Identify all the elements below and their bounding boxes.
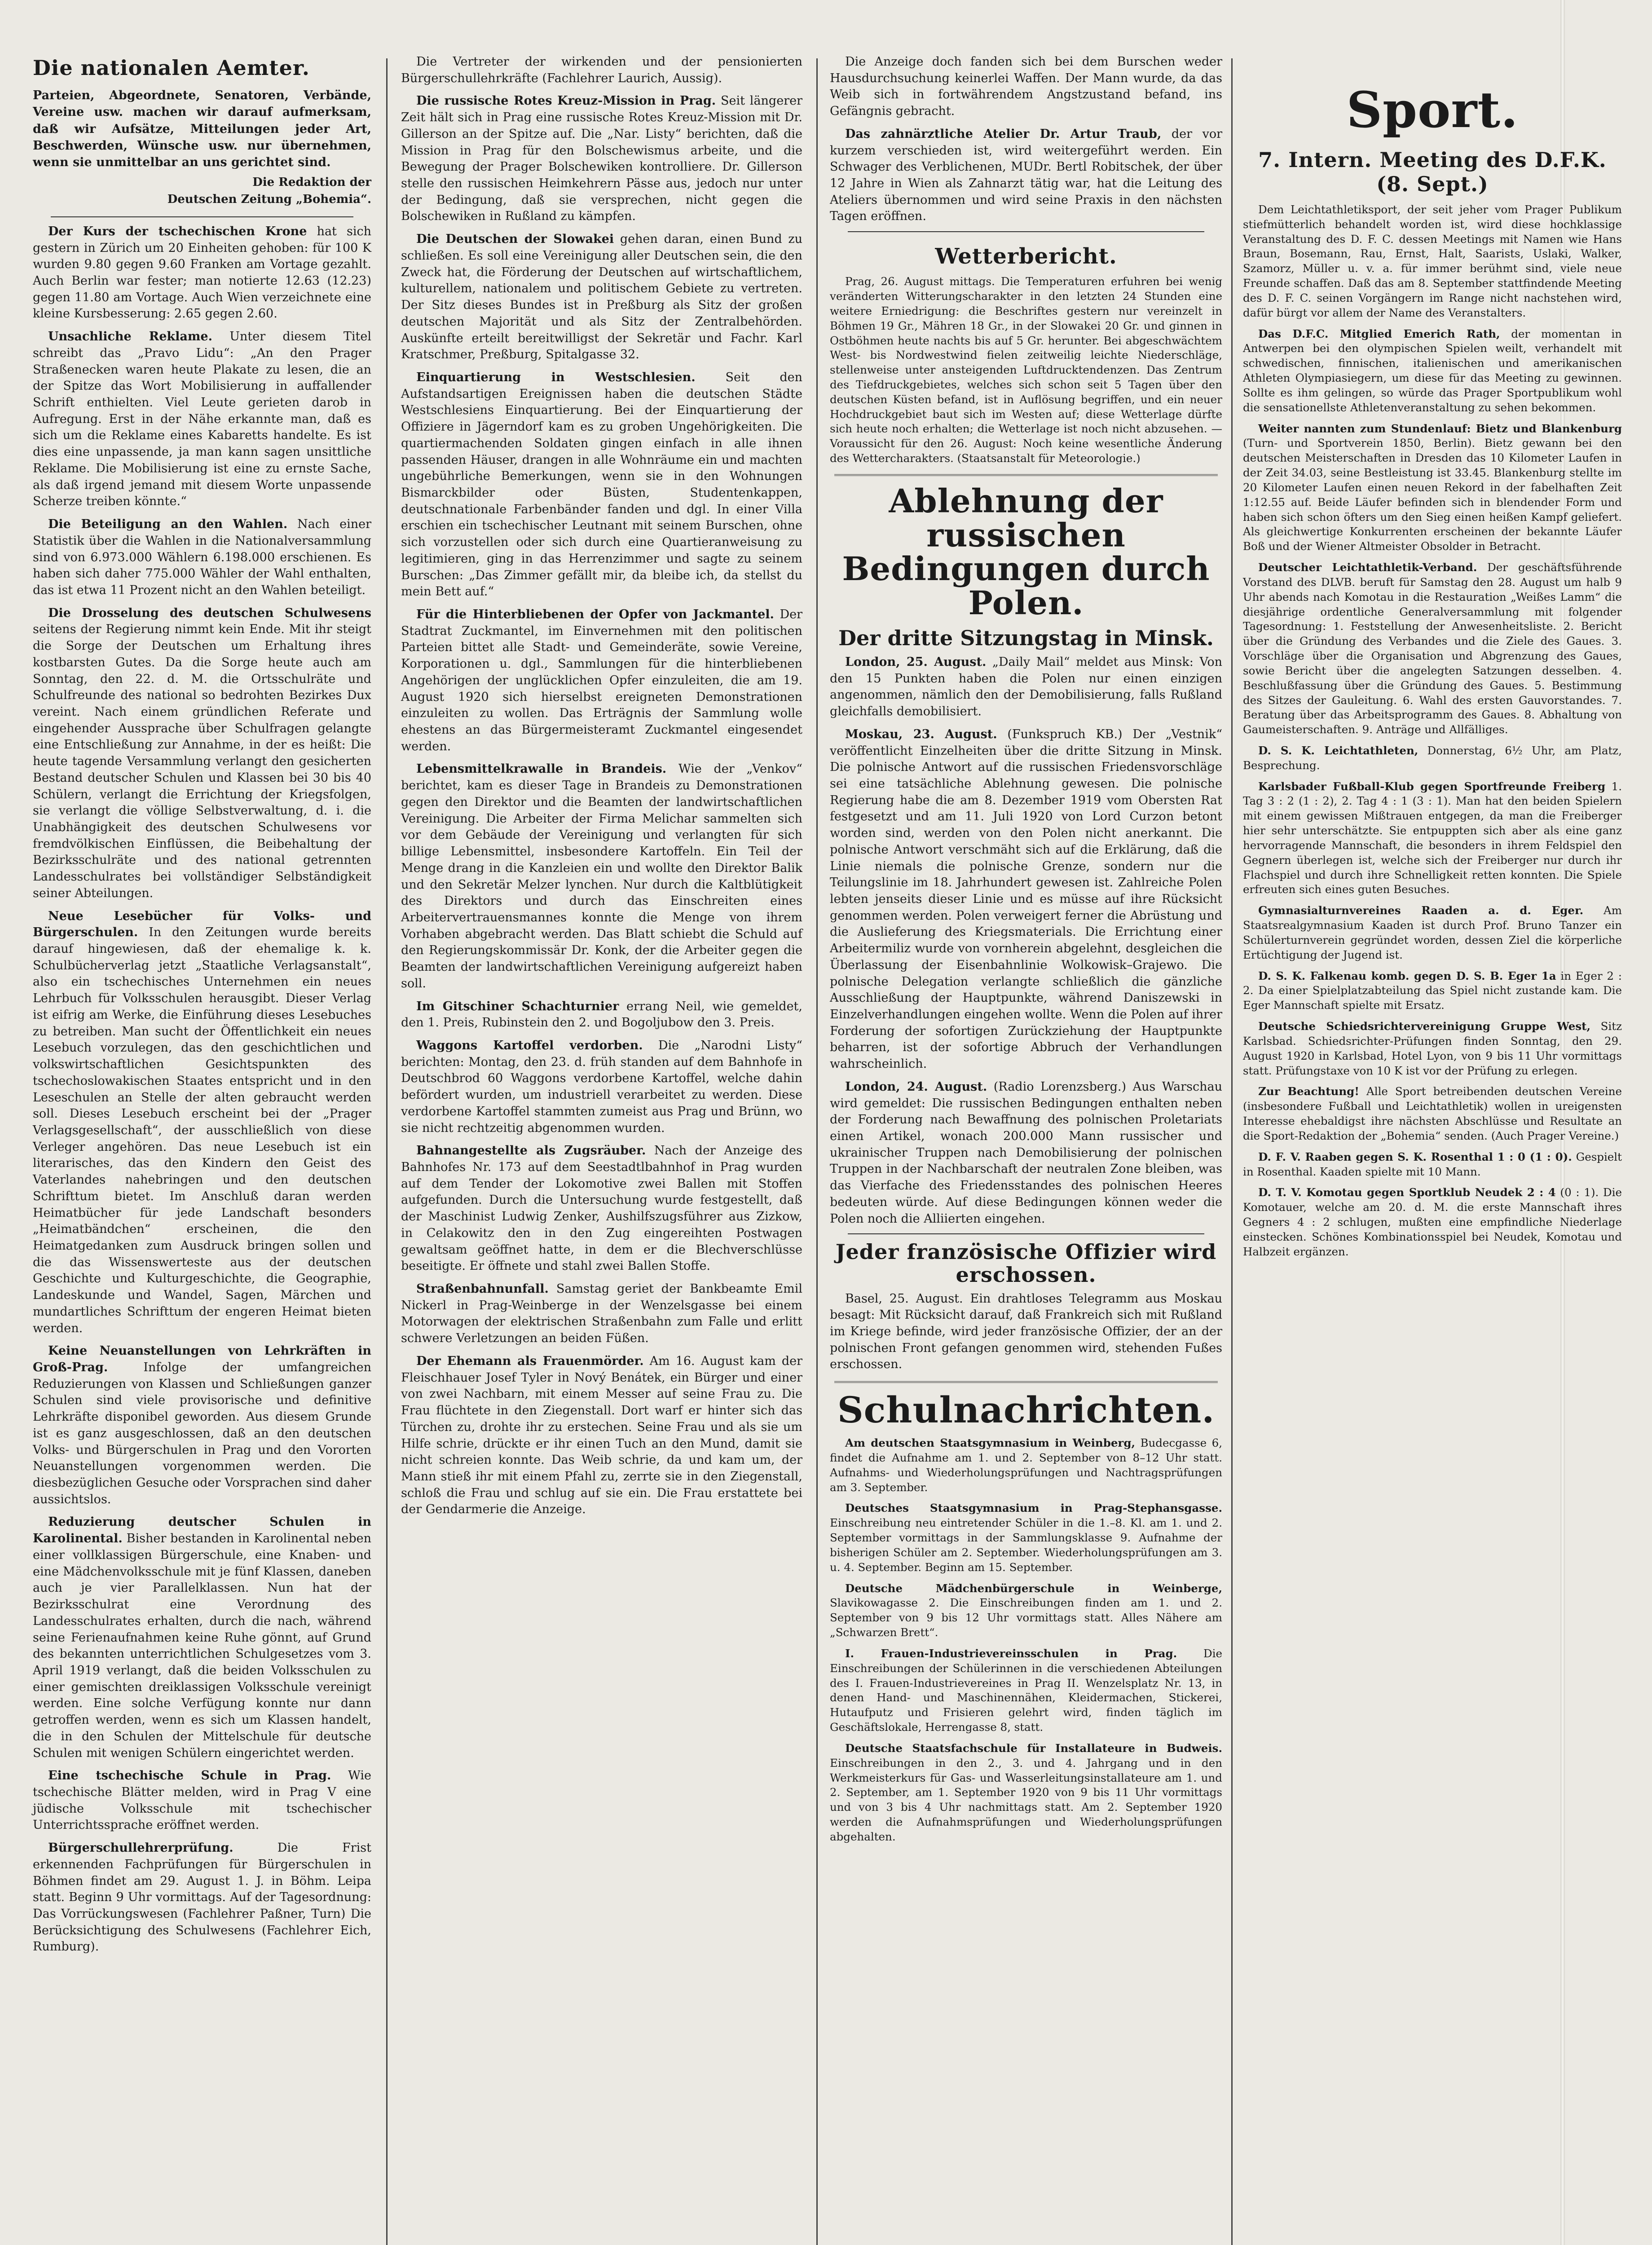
article-paragraph (830, 1646, 1222, 1735)
article-text: Die Vertreter der wirkenden und der pensionierten Bürgerschullehrkräfte (Fachlehrer Laurich, Aussig). (401, 55, 802, 85)
article-paragraph (1243, 969, 1622, 1013)
sport-headline: Sport. (1346, 81, 1519, 139)
article-text: Die Frist erkennenden Fachprüfungen für Bürgerschulen in Böhmen findet am 29. August 1. J. in Böhm. Leipa statt. Beginn 9 Uhr vormittags. Auf der Tagesordnung: Das Vorrückungswesen (Fachlehrer Paßner, Turn) Die Berücksichtigung des Schulwesens (Fachlehrer Eich, Rumburg). (33, 1841, 371, 1954)
article-text: (Radio Lorenzsberg.) Aus Warschau wird gemeldet: Die russischen Bedingungen enthalten neben der Forderung nach Bewaffnung des polnischen Proletariats einen Artikel, wonach 200.000 Mann russischer und ukrainischer Truppen nach Demobilisierung der polnischen Truppen in der Nachbarschaft der neutralen Zone bleiben, was das Vierfache des Friedensstandes des polnischen Heeres bedeuten würde. Auf diese Bedingungen können weder die Polen noch die Alliierten eingehen. (830, 1079, 1222, 1226)
article-lead: London, 24. August. (845, 1079, 987, 1094)
article-paragraph (401, 761, 802, 992)
officer-headline: Jeder französische Offizier wird erschossen. (835, 1240, 1217, 1287)
article-lead: Bahnangestellte als Zugsräuber. (416, 1144, 646, 1158)
article-paragraph (401, 999, 802, 1031)
weather-heading: Wetterbericht. (935, 244, 1117, 269)
article-text: Am Staatsrealgymnasium Kaaden ist durch Prof. Bruno Tanzer ein Schülerturnverein gegründet worden, dessen Ziel die körperliche Ertüchtigung der Jugend ist. (1243, 904, 1622, 961)
article-text: Infolge der umfangreichen Reduzierungen von Klassen und Schließungen ganzer Schulen sind viele provisorische und definitive Lehrkräfte disponibel geworden. Aus diesem Grunde ist es ganz ausgeschlossen, daß an den deutschen Volks- und Bürgerschulen in Prag und den Vororten Neuanstellungen vorgenommen werden. Die diesbezüglichen Gesuche oder Vorsprachen sind daher aussichtslos. (33, 1360, 371, 1506)
article-paragraph (1243, 903, 1622, 962)
article-lead: Deutscher Leichtathletik-Verband. (1258, 561, 1477, 574)
article-paragraph (830, 54, 1222, 120)
article-text: Die „Narodni Listy“ berichten: Montag, den 23. d. früh standen auf dem Bahnhofe in Deutschbrod 60 Waggons verdorbene Kartoffel, welche dahin befördert wurden, um industriell verarbeitet zu werden. Diese verdorbene Kartoffel stammten zumeist aus Prag und Brünn, wo sie nicht rechtzeitig abgenommen wurden. (401, 1038, 802, 1135)
column-4 (1235, 54, 1630, 2245)
divider (51, 216, 353, 217)
column-2 (393, 54, 811, 2245)
article-lead: D. S. K. Falkenau komb. gegen D. S. B. Eger 1a (1258, 969, 1556, 982)
article-paragraph (830, 726, 1222, 1073)
article-lead: Neue Lesebücher für Volks- und Bürgerschulen. (33, 909, 371, 940)
column-1 (25, 54, 379, 2245)
article-text: errang Neil, wie gemeldet, den 1. Preis, Rubinstein den 2. und Bogoljubow den 3. Preis. (401, 999, 802, 1030)
article-lead: Weiter nannten zum Stundenlauf: Bietz und Blankenburg (1258, 422, 1622, 435)
article-lead: London, 25. August. (845, 655, 987, 669)
article-text: Slavikowagasse 2. Die Einschreibungen finden am 1. und 2. September von 9 bis 12 Uhr vormittags statt. Alles Nähere am „Schwarzen Brett“. (830, 1596, 1222, 1639)
article-paragraph (401, 370, 802, 600)
article-text: Bisher bestanden in Karolinental neben einer vollklassigen Bürgerschule, eine Knaben- und eine Mädchenvolksschule mit je fünf Klassen, daneben auch je vier Parallelklassen. Nun hat der Bezirksschulrat eine Verordnung des Landesschulrates erhalten, durch die nach, während seine Ferienaufnahmen keine Ruhe gönnt, auf Grund des bekannten unterrichtlichen Schulgesetzes vom 3. April 1919 verlangt, daß die beiden Volksschulen zu einer gemischten dreiklassigen Volksschule vereinigt werden. Eine solche Verfügung konnte nur dann getroffen werden, wenn es sich um Klassen handelt, die in den Schulen der Mittelschule für deutsche Schulen mit wenigen Schülern eingerichtet werden. (33, 1532, 371, 1760)
article-paragraph (830, 1079, 1222, 1227)
article-lead: Die Drosselung des deutschen Schulwesens (48, 606, 371, 620)
article-text: (Funkspruch KB.) Der „Vestnik“ veröffentlicht Einzelheiten über die dritte Sitzung in Minsk. Die polnische Antwort auf die russischen Friedensvorschläge sei eine tatsächliche Ablehnung gewesen. Die polnische Regierung habe die am 8. Dezember 1919 vom Obersten Rat festgesetzt und am 11. Juli 1920 von Lord Curzon betont worden sind, werden von den Polen nicht anerkannt. Die polnische Antwort verschmäht sich auf die Erklärung, daß die Linie niemals die polnische Grenze, sondern nur die Teilungslinie im 18. Jahrhundert gewesen ist. Zahlreiche Polen lebten jenseits dieser Linie und es müsse auf ihre Rücksicht genommen werden. Polen verweigert ferner die Abrüstung und die Auslieferung des Kriegsmaterials. Die Errichtung einer Arbeitermiliz wurde von vornherein abgelehnt, desgleichen die Überlassung der Eisenbahnlinie Wolkowisk–Grajewo. Die polnische Delegation verlangte schließlich die gänzliche Ausschließung der Hauptpunkte, während Daniszewski in Einzelverhandlungen eingehen wollte. Wenn die Polen auf ihrer Forderung der sofortigen Zurückziehung der Hauptpunkte beharren, ist der sofortige Abbruch der Verhandlungen wahrscheinlich. (830, 727, 1222, 1071)
article-lead: Der Kurs der tschechischen Krone (48, 224, 307, 238)
article-text: In den Zeitungen wurde bereits darauf hingewiesen, daß der ehemalige k. k. Schulbücherverlag jetzt „Staatliche Verlagsanstalt“, also ein tschechisches Unternehmen ein neues Lehrbuch für Volksschulen herausgibt. Dieser Verlag ist eifrig am Werke, die Einführung dieses Lesebuches zu betreiben. Man sucht der Öffentlichkeit ein neues Lesebuch vorzulegen, das den geschichtlichen und volkswirtschaftlichen Gesichtspunkten des tschechoslowakischen Staates entspricht und in den Leseschulen an Stelle der alten gebraucht werden soll. Dieses Lesebuch erscheint bei der „Prager Verlagsgesellschaft“, der ausschließlich von diese Verleger angehören. Das neue Lesebuch ist ein literarisches, das den Kindern den Geist des Vaterlandes nahebringen und den deutschen Schrifttum bietet. Im Anschluß daran werden Heimatbücher für jede Landschaft besonders „Heimatbändchen“ erscheinen, die den Heimatgedanken zum Ausdruck bringen sollen und die das Wissenswerteste aus der deutschen Geschichte und Kulturgeschichte, die Geographie, Landeskunde und Wandel, Sagen, Märchen und mundartliches Schrifttum der engeren Heimat bieten werden. (33, 925, 371, 1335)
article-paragraph (1243, 779, 1622, 898)
article-lead: Bürgerschullehrerprüfung. (48, 1841, 233, 1855)
editorial-notice: Parteien, Abgeordnete, Senatoren, Verbände, Vereine usw. machen wir darauf aufmerksam, daß wir Aufsätze, Mitteilungen jeder Art, Beschwerden, Wünsche usw. nur übernehmen, wenn sie unmittelbar an uns gerichtet sind. (33, 88, 371, 169)
article-text: Samstag geriet der Bankbeamte Emil Nickerl in Prag-Weinberge in der Wenzelsgasse bei einem Motorwagen der elektrischen Straßenbahn zum Falle und erlitt schwere Verletzungen an beiden Füßen. (401, 1282, 802, 1346)
article-paragraph (401, 54, 802, 87)
article-lead: Im Gitschiner Schachturnier (416, 999, 619, 1013)
article-paragraph (1243, 202, 1622, 321)
article-paragraph (1243, 422, 1622, 554)
column-3 (822, 54, 1230, 2245)
article-lead: Das D.F.C. Mitglied Emerich Rath, (1258, 327, 1500, 340)
article-paragraph (1243, 1185, 1622, 1259)
weather-report: Prag, 26. August mittags. Die Temperaturen erfuhren bei wenig veränderten Witterungscharakter in den letzten 24 Stunden eine weitere Erniedrigung: die Beschriftes gestern nur vereinzelt in Böhmen 19 Gr., Mähren 18 Gr., in der Slowakei 20 Gr. und ginnen in Ostböhmen heute nachts bis auf 5 Gr. herunter. Bei abgeschwächtem West- bis Nordwestwind fielen zeitweilig leichte Niederschläge, stellenweise unter ansteigenden Luftdrucktendenzen. Das Zentrum des Tiefdruckgebietes, welches sich schon seit 5 Tagen über den deutschen Küsten befand, ist in Auflösung begriffen, und ein neuer Hochdruckgebiet baut sich im Westen auf; diese Wetterlage dürfte sich heute noch erhalten; die Wetterlage ist noch nicht abzusehen. — Voraussicht für den 26. August: Noch keine wesentliche Änderung des Wettercharakters. (Staatsanstalt für Meteorologie.) (830, 275, 1222, 465)
article-lead: D. T. V. Komotau gegen Sportklub Neudek 2 : 4 (1258, 1186, 1556, 1199)
article-text: Wie tschechische Blätter melden, wird in Prag V eine jüdische Volksschule mit tschechischer Unterrichtssprache eröffnet werden. (33, 1769, 371, 1832)
article-paragraph (33, 516, 371, 599)
article-lead: Für die Hinterbliebenen der Opfer von Jackmantel. (416, 607, 774, 621)
article-text: gehen daran, einen Bund zu schließen. Es soll eine Vereinigung aller Deutschen sein, die den Zweck hat, die Förderung der Deutschen auf wirtschaftlichem, kulturellem, nationalem und politischem Gebiete zu vertreten. Der Sitz dieses Bundes ist in Preßburg als Sitz der großen deutschen Majorität und als Sitz der Zentralbehörden. Auskünfte erteilt bereitwilligst der Sekretär und Fachr. Karl Kratschmer, Preßburg, Spitalgasse 32. (401, 232, 802, 362)
article-text: der vor kurzem verschieden ist, wird weitergeführt werden. Ein Schwager des Verblichenen, MUDr. Bertl Robitschek, der über 12 Jahre in Wien als Zahnarzt tätig war, hat die Leitung des Ateliers übernommen und wird seine Praxis in den nächsten Tagen eröffnen. (830, 127, 1223, 224)
article-lead: Straßenbahnunfall. (416, 1282, 549, 1296)
article-paragraph (830, 1741, 1222, 1844)
signature-line-2: Deutschen Zeitung „Bohemia“. (167, 193, 371, 207)
article-lead: Gymnasialturnvereines Raaden a. d. Eger. (1258, 904, 1584, 917)
article-text: (0 : 1). Die Komotauer, welche am 20. d. M. die erste Mannschaft ihres Gegners 4 : 2 schlugen, mußten eine empfindliche Niederlage einstecken. Schönes Kombinationsspiel bei Neudek, Komotau und Halbzeit ergänzen. (1243, 1186, 1622, 1258)
article-text: Wie der „Venkov“ berichtet, kam es dieser Tage in Brandeis zu Demonstrationen gegen den Direktor und die Beamten der landwirtschaftlichen Vereinigung. Die Arbeiter der Firma Melichar sammelten sich vor dem Gebäude der Vereinigung und verlangten für sich billige Lebensmittel, insbesondere Kartoffeln. Ein Teil der Menge drang in die Kanzleien ein und wollte den Direktor Balik und den Sekretär Melzer lynchen. Nur durch die Kaltblütigkeit des Direktors und durch das Einschreiten eines Arbeitervertrauensmannes konnte die Menge von ihrem Vorhaben abgebracht werden. Das Blatt schiebt die Schuld auf den Regierungskommissär Dr. Konk, der die Arbeiter gegen die Beamten der landwirtschaftlichen Vereinigung aufgereizt haben soll. (401, 762, 802, 990)
article-text: Budecgasse 6, findet die Aufnahme am 1. und 2. September von 8–12 Uhr statt. Aufnahms- und Wiederholungsprüfungen und Nachtragsprüfungen am 3. September. (830, 1436, 1223, 1494)
article-lead: Waggons Kartoffel verdorben. (416, 1038, 643, 1052)
article-text: Einschreibungen in den 2., 3. und 4. Jahrgang und in den Werkmeisterkurs für Gas- und Wasserleitungsinstallateure am 1. und 2. September, am 1. September 1920 von 9 bis 11 Uhr vormittags und von 3 bis 4 Uhr nachmittags statt. Am 2. September 1920 werden die Aufnahmsprüfungen und Wiederholungsprüfungen abgehalten. (830, 1756, 1222, 1843)
article-lead: Karlsbader Fußball-Klub gegen Sportfreunde Freiberg (1258, 779, 1606, 793)
refusal-subheadline: Der dritte Sitzungstag in Minsk. (838, 626, 1214, 651)
article-text: Einschreibung neu eintretender Schüler in die 1.–8. Kl. am 1. und 2. September vormittags in der Sammlungsklasse 9. Aufnahme der bisherigen Schüler am 2. September. Wiederholungsprüfungen am 3. u. 4. September. Beginn am 15. September. (830, 1516, 1222, 1574)
article-lead: Eine tschechische Schule in Prag. (48, 1769, 331, 1783)
article-lead: Moskau, 23. August. (845, 727, 997, 741)
article-text: Am 16. August kam der Fleischhauer Josef Tyler in Nový Benátek, ein Bürger und einer von zwei Nachbarn, mit einem Messer auf seine Frau zu. Die Frau flüchtete in den Ziegenstall. Dort warf er hinter sich das Türchen zu, drohte ihr zu erstechen. Seine Frau und als sie um Hilfe schrie, drückte er ihr einen Tuch an den Mund, damit sie nicht schreien konnte. Das Weib schrie, da und kam um, der Mann stieß ihr mit einem Pfahl zu, zerrte sie in den Ziegenstall, schloß die Frau und schlug auf sie ein. Die Frau erstattete bei der Gendarmerie die Anzeige. (401, 1354, 802, 1517)
article-paragraph (401, 1353, 802, 1518)
school-articles (830, 1436, 1222, 1844)
article-lead: Unsachliche Reklame. (48, 330, 212, 344)
article-lead: Der Ehemann als Frauenmörder. (416, 1354, 644, 1368)
article-text: Der geschäftsführende Vorstand des DLVB. beruft für Samstag den 28. August um halb 9 Uhr abends nach Komotau in die Restauration „Weißes Lamm“ die diesjährige ordentliche Generalversammlung mit folgender Tagesordnung: 1. Feststellung der Anwesenheitsliste. 2. Bericht über die Gründung des Verbandes und die Ziele des Gaues. 3. Vorschläge über die Organisation und Abgrenzung des Gaues, sowie Bericht über die angelegten Satzungen desselben. 4. Beschlußfassung über die Gründung des Gaues. 5. Bestimmung des Sitzes der Gauleitung. 6. Wahl des ersten Gauvorstandes. 7. Beratung über das Arbeitsprogramm des Gaues. 8. Abhaltung von Gaumeisterschaften. 9. Anträge und Allfälliges. (1243, 561, 1622, 736)
article-text: in Eger 2 : 2. Da einer Spielplatzabteilung das Spiel nicht zustande kam. Die Eger Mannschaft spielte mit Ersatz. (1243, 969, 1622, 1012)
divider (848, 1233, 1204, 1234)
article-paragraph (33, 908, 371, 1337)
divider (834, 1381, 1218, 1383)
article-text: Nach der Anzeige des Bahnhofes Nr. 173 auf dem Seestadtlbahnhof in Prag wurden auf dem Tender der Lokomotive zwei Ballen mit Stoffen aufgefunden. Durch die Untersuchung wurde festgestellt, daß der Maschinist Ludwig Zenker, Aushilfszugsführer aus Zizkow, in Celakowitz den in den Zug eingereihten Postwagen gewaltsam geöffnet hatte, in dem er die Blechverschlüsse beseitigte. Er öffnete und stahl zwei Ballen Stoffe. (401, 1144, 803, 1273)
article-text: Seit den Aufstandsartigen Ereignissen haben die deutschen Städte Westschlesiens Einquartierung. Bei der Einquartierung der Offiziere in Jägerndorf kam es zu groben Ungehörigkeiten. Die quartiermachenden Soldaten gingen einfach in alle ihnen passenden Häuser, drangen in alle Wohnräume ein und machten ungebührliche Bemerkungen, wenn sie in den Wohnungen Bismarckbilder oder Büsten, Studentenkappen, deutschnationale Farbenbänder fanden und dgl. In einer Villa erschien ein tschechischer Leutnant mit seinem Burschen, ohne sich vorzustellen oder sich durch eine Quartieranweisung zu legitimieren, ging in das Herrenzimmer und sagte zu seinem Burschen: „Das Zimmer gefällt mir, da bleibe ich, da stellst du mein Bett auf.“ (401, 370, 802, 599)
article-paragraph (401, 1281, 802, 1347)
article-text: seitens der Regierung nimmt kein Ende. Mit ihr steigt die Sorge der Deutschen um Erhaltung ihres kostbarsten Gutes. Da die Sorge heute auch am Sonntag, den 22. d. M. die Ortsschulräte und Schulfreunde des national so bedrohten Bezirkes Dux vereint. Nach einem gründlichen Referate und eingehender Aussprache über Schulfragen gelangte eine Entschließung zur Annahme, in der es heißt: Die heute tagende Versammlung verlangt den gesicherten Bestand deutscher Schulen und Klassen bei 30 bis 40 Schülern, verlangt die Errichtung der Kriegsfolgen, sie verlangt die völlige Selbstverwaltung, d. i. die Unabhängigkeit des deutschen Schulwesens vor fremdvölkischen Einflüssen, die Beibehaltung der Bezirksschulräte und des national getrennten Landesschulrates bei vollständiger Selbständigkeit seiner Abteilungen. (33, 622, 371, 900)
article-lead: D. S. K. Leichtathleten, (1258, 744, 1419, 757)
article-lead: Deutsche Staatsfachschule für Installateure in Budweis. (845, 1741, 1222, 1755)
article-lead: Deutsche Mädchenbürgerschule in Weinberge, (845, 1581, 1222, 1595)
article-paragraph (401, 93, 802, 225)
article-paragraph (401, 607, 802, 755)
section-title: Die nationalen Aemter. (33, 56, 310, 80)
article-paragraph (33, 605, 371, 902)
article-lead: Lebensmittelkrawalle in Brandeis. (416, 762, 667, 776)
article-paragraph (830, 1436, 1222, 1495)
article-paragraph (33, 329, 371, 510)
article-paragraph (33, 1768, 371, 1834)
column-rule (1231, 58, 1233, 2245)
article-lead: I. Frauen-Industrievereinsschulen in Prag. (845, 1646, 1177, 1660)
article-lead: Deutsche Schiedsrichtervereinigung Gruppe West, (1258, 1020, 1590, 1033)
article-paragraph (33, 1514, 371, 1761)
refusal-articles (830, 654, 1222, 1227)
article-paragraph (33, 224, 371, 322)
refusal-headline: Ablehnung der russischen Bedingungen durch Polen. (842, 481, 1210, 622)
article-paragraph (1243, 1150, 1622, 1180)
school-headline: Schulnachrichten. (837, 1389, 1215, 1431)
article-lead: Das zahnärztliche Atelier Dr. Artur Traub, (845, 127, 1162, 141)
article-text: (Turn- und Sportverein 1850, Berlin). Bietz gewann bei den deutschen Meisterschaften in Dresden das 10 Kilometer Laufen in der Zeit 34.03, seine Bestleistung ist 33.45. Blankenburg stellte im 20 Kilometer Laufen einen neuen Rekord in der fabelhaften Zeit 1:12.55 auf. Beide Läufer befinden sich in blendender Form und haben sich schon öfters um den Sieg einen heißen Kampf geliefert. Als gleichwertige Konkurrenten erscheinen der bekannte Läufer Boß und der Wiener Altmeister Obsolder in Betracht. (1243, 436, 1622, 553)
article-lead: Deutsches Staatsgymnasium in Prag-Stephansgasse. (845, 1501, 1222, 1515)
article-text: Seit längerer Zeit hält sich in Prag eine russische Rotes Kreuz-Mission mit Dr. Gillerson an der Spitze auf. Die „Nar. Listy“ berichten, daß die Mission in Prag für den Bolschewismus arbeite, und die Bewegung der Prager Bolschewiken kontrolliere. Dr. Gillerson stelle den russischen Heimkehrern Pässe aus, jedoch nur unter der Bedingung, daß sie versprechen, nicht gegen die Bolschewiken in Rußland zu kämpfen. (401, 94, 802, 224)
column-rule (816, 58, 818, 2245)
article-lead: Die russische Rotes Kreuz-Mission in Prag. (416, 94, 716, 108)
article-text: Nach einer Statistik über die Wahlen in die Nationalversammlung sind von 6.973.000 Wählern 6.198.000 erschienen. Es haben sich daher 775.000 Wähler der Wahl enthalten, das ist etwa 11 Prozent nicht an den Wahlen beteiligt. (33, 517, 371, 597)
article-lead: Zur Beachtung! (1258, 1085, 1360, 1098)
officer-article: Basel, 25. August. Ein drahtloses Telegramm aus Moskau besagt: Mit Rücksicht darauf, daß Frankreich sich mit Rußland im Kriege befinde, wird jeder französische Offizier, der an der polnischen Front gefangen genommen wird, stehenden Fußes erschossen. (830, 1291, 1222, 1372)
divider (848, 231, 1204, 232)
article-text: hat sich gestern in Zürich um 20 Einheiten gehoben: für 100 K wurden 9.80 gegen 9.60 Franken am Vortage gezahlt. Auch Berlin war fester; man notierte 12.63 (12.23) gegen 11.80 am Vortage. Auch Wien verzeichnete eine kleine Kursbesserung: 2.65 gegen 2.60. (33, 224, 371, 321)
article-paragraph (1243, 560, 1622, 737)
column-rule (386, 58, 388, 2245)
article-paragraph (1243, 327, 1622, 415)
article-paragraph (830, 1581, 1222, 1640)
article-paragraph (1243, 1019, 1622, 1078)
article-text: Donnerstag, 6½ Uhr, am Platz, Besprechung. (1243, 744, 1622, 772)
meeting-subheadline: 7. Intern. Meeting des D.F.K. (8. Sept.) (1258, 148, 1607, 196)
sport-articles (1243, 202, 1622, 1259)
article-paragraph (1243, 1084, 1622, 1143)
article-lead: Am deutschen Staatsgymnasium in Weinberg, (845, 1436, 1135, 1450)
article-paragraph (401, 1143, 802, 1275)
article-paragraph (401, 1038, 802, 1136)
signature-line-1: Die Redaktion der (252, 176, 371, 189)
article-paragraph (830, 126, 1222, 225)
article-text: 1. Tag 3 : 2 (1 : 2), 2. Tag 4 : 1 (3 : 1). Man hat den beiden Spielern mit einem gewissen Mißtrauen entgegen, da man die Freiberger hier sehr unterschätzte. Sie entpuppten sich aber als eine ganz hervorragende Mannschaft, die besonders in ihrem Feldspiel den Gegnern überlegen ist, welche sich der Freiberger nur durch ihr Flachspiel und durch ihre Schnelligkeit retten konnten. Die Spiele erfreuten sich eines guten Besuches. (1243, 779, 1622, 896)
article-text: Unter diesem Titel schreibt das „Pravo Lidu“: „An den Prager Straßenecken waren heute Plakate zu lesen, die an der Spitze das Wort Mobilisierung in auffallender Schrift enthielten. Viel Leute gerieten darob in Aufregung. Erst in der Nähe erkannte man, daß es sich um die Reklame eines Kabaretts handelte. Es ist dies eine unpassende, ja man kann sagen unsittliche Reklame. Die Mobilisierung ist eine zu ernste Sache, als daß irgend jemand mit diesem Worte unpassende Scherze treiben könnte.“ (33, 330, 371, 509)
article-text: Dem Leichtathletiksport, der seit jeher vom Prager Publikum stiefmütterlich behandelt worden ist, wird diese hochklassige Veranstaltung des D. F. C. dessen Meetings mit Namen wie Hans Braun, Bosemann, Rau, Ernst, Halt, Saarists, Uslaki, Walker, Szamorz, Müller u. v. a. für immer berühmt sind, viele neue Freunde schaffen. Daß das am 8. September stattfindende Meeting des D. F. C. seinen Vorgängern im Range nicht nachstehen wird, dafür bürgt vor allem der Name des Veranstalters. (1243, 203, 1622, 319)
article-paragraph (33, 1840, 371, 1955)
article-text: Die Anzeige doch fanden sich bei dem Burschen weder Hausdurchsuchung keinerlei Waffen. Der Mann wurde, da das Weib sich in fortwährendem Angstzustand befand, ins Gefängnis gebracht. (830, 55, 1222, 119)
column-3-articles-top (830, 54, 1222, 225)
article-paragraph (830, 1501, 1222, 1575)
article-text: Sitz Karlsbad. Schiedsrichter-Prüfungen finden Sonntag, den 29. August 1920 in Karlsbad, Hotel Lyon, von 9 bis 11 Uhr vormittags statt. Prüfungstaxe von 10 K ist vor der Prüfung zu erlegen. (1243, 1020, 1622, 1077)
article-paragraph (401, 231, 802, 363)
article-text: „Daily Mail“ meldet aus Minsk: Von den 15 Punkten haben die Polen nur einen einzigen angenommen, nämlich den der Demobilisierung, falls Rußland gleichfalls demobilisiert. (830, 655, 1222, 719)
divider (834, 474, 1218, 476)
article-text: Alle Sport betreibenden deutschen Vereine (insbesondere Fußball und Leichtathletik) wollen in ureigensten Interesse ehebaldigst ihre nächsten Abschlüsse und Resultate an die Sport-Redaktion der „Bohemia“ senden. (Auch Prager Vereine.) (1243, 1085, 1622, 1142)
article-lead: D. F. V. Raaben gegen S. K. Rosenthal 1 : 0 (1 : 0). (1258, 1150, 1572, 1163)
article-text: Der Stadtrat Zuckmantel, im Einvernehmen mit den politischen Parteien bittet alle Stadt- und Gemeinderäte, sowie Vereine, Korporationen u. dgl., Sammlungen für die hinterbliebenen Angehörigen der unglücklichen Opfer einzuleiten, die am 19. August 1920 sich hierselbst ereigneten Demonstrationen einzuleiten zu wollen. Das Erträgnis der Sammlung wolle ehestens an das Bürgermeisteramt Zuckmantel eingesendet werden. (401, 607, 802, 753)
column-1-articles (33, 224, 371, 1955)
article-paragraph (33, 1343, 371, 1508)
article-text: der momentan in Antwerpen bei den olympischen Spielen weilt, verhandelt mit schwedischen, finnischen, italienischen und amerikanischen Athleten Olympiasiegern, um diese für das Meeting zu gewinnen. Sollte es ihm gelingen, so würde das Prager Sportpublikum wohl die sensationellste Athletenveranstaltung zu sehen bekommen. (1243, 327, 1622, 414)
article-text: Die Einschreibungen der Schülerinnen in die verschiedenen Abteilungen des I. Frauen-Industrievereines in Prag II. Wenzelsplatz Nr. 13, in denen Hand- und Maschinennähen, Kleidermachen, Stickerei, Hutaufputz und Frisieren gelehrt wird, finden täglich im Geschäftslokale, Herrengasse 8, statt. (830, 1646, 1222, 1734)
article-lead: Die Deutschen der Slowakei (416, 232, 614, 247)
article-lead: Keine Neuanstellungen von Lehrkräften in Groß-Prag. (33, 1344, 371, 1374)
article-lead: Reduzierung deutscher Schulen in Karolinental. (33, 1515, 371, 1546)
article-paragraph (830, 654, 1222, 720)
article-text: Gespielt in Rosenthal. Kaaden spielte mit 10 Mann. (1243, 1150, 1622, 1178)
article-lead: Die Beteiligung an den Wahlen. (48, 517, 288, 532)
column-2-articles (401, 54, 802, 1518)
article-lead: Einquartierung in Westschlesien. (416, 370, 696, 384)
article-paragraph (1243, 744, 1622, 773)
